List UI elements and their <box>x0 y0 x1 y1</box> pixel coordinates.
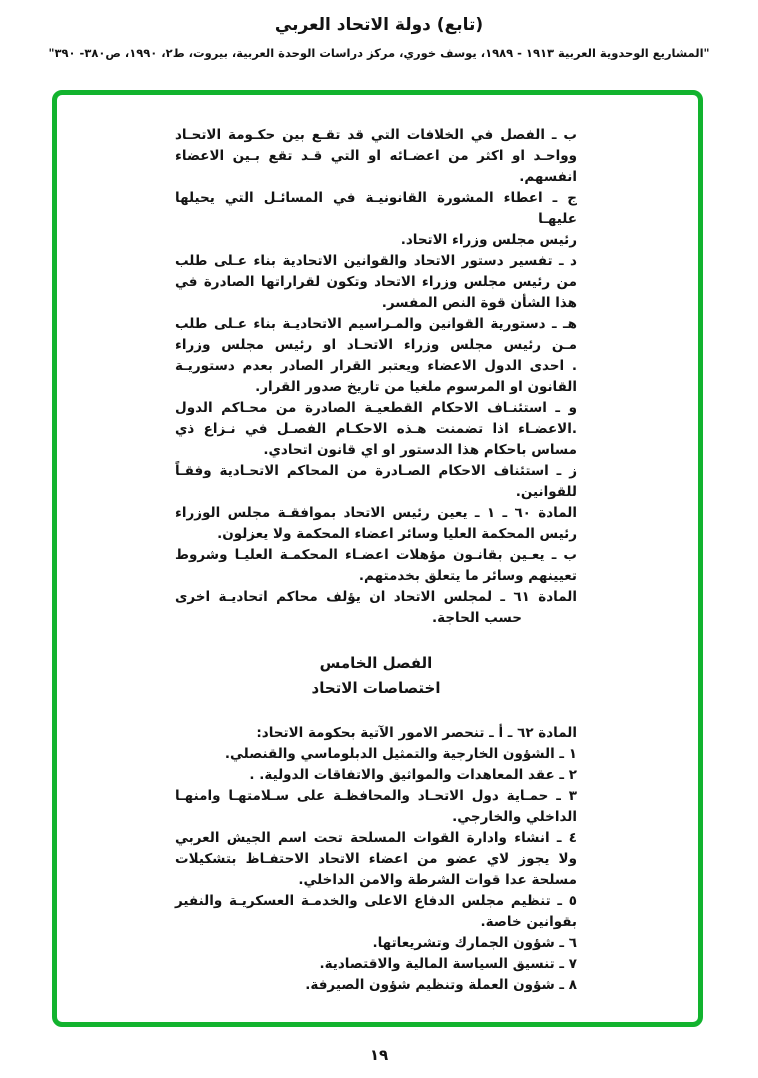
text-line: ٥ ـ تنظيم مجلس الدفاع الاعلى والخدمـة العسكريـة والنفير <box>175 893 577 909</box>
text-line: ٧ ـ تنسيق السياسة المالية والاقتصادية. <box>319 956 577 972</box>
text-line: و ـ استئنـاف الاحكام القطعيـة الصادرة من محـاكم الدول <box>175 400 577 416</box>
text-line: ٦ ـ شؤون الجمارك وتشريعاتها. <box>372 935 577 951</box>
text-line: مسلحة عدا قوات الشرطة والامن الداخلي. <box>298 872 577 888</box>
document-citation: "المشاريع الوحدوية العربية ١٩١٣ - ١٩٨٩، يوسف خوري، مركز دراسات الوحدة العربية، بيروت، ط٢، ١٩٩٠، ص٣٨٠- ٣٩٠" <box>48 46 710 60</box>
text-line: الداخلي والخارجي. <box>452 809 577 825</box>
section-heading: الفصل الخامس <box>319 654 433 672</box>
text-line: القانون او المرسوم ملغيا من تاريخ صدور القرار. <box>255 379 577 395</box>
body-text <box>175 125 577 996</box>
text-line: هـ ـ دستورية القوانين والمـراسيم الاتحاديـة بناء عـلى طلب <box>175 316 577 332</box>
text-line: ٨ ـ شؤون العملة وتنظيم شؤون الصيرفة. <box>305 977 577 993</box>
text-line: مـن رئيس مجلس وزراء الاتحـاد او رئيس مجلس وزراء <box>175 337 577 353</box>
text-line: المادة ٦٠ ـ ١ ـ يعين رئيس الاتحاد بموافقـة مجلس الوزراء <box>175 505 577 521</box>
text-line: مساس باحكام هذا الدستور او اي قانون اتحادي. <box>263 442 577 458</box>
text-line: ١ ـ الشؤون الخارجية والتمثيل الدبلوماسي والقنصلي. <box>224 746 577 762</box>
text-line: ب ـ يعـين بقانـون مؤهلات اعضـاء المحكمـة العليـا وشروط <box>175 547 577 563</box>
text-line: ولا يجوز لاي عضو من اعضاء الاتحاد الاحتفـاظ بتشكيلات <box>175 851 577 867</box>
section-heading: اختصاصات الاتحاد <box>311 679 441 697</box>
text-line: بقوانين خاصة. <box>480 914 577 930</box>
text-line: من رئيس مجلس وزراء الاتحاد وتكون لقراراتها الصادرة في <box>175 274 577 290</box>
text-line: المادة ٦٢ ـ أ ـ تنحصر الامور الآتية بحكومة الاتحاد: <box>256 725 577 741</box>
text-line: ب ـ الفصل في الخلافات التي قد تقـع بين حكـومة الاتحـاد <box>175 127 577 143</box>
text-line: ز ـ استئناف الاحكام الصـادرة من المحاكم الاتحـادية وفقـاً <box>175 463 577 479</box>
text-line: د ـ تفسير دستور الاتحاد والقوانين الاتحادية بناء عـلى طلب <box>175 253 577 269</box>
text-line: رئيس المحكمة العليا وسائر اعضاء المحكمة ولا يعزلون. <box>217 526 577 542</box>
document-title: (تابع) دولة الاتحاد العربي <box>274 15 484 35</box>
text-line: هذا الشأن قوة النص المفسر. <box>381 295 577 311</box>
page-number: ١٩ <box>369 1046 389 1064</box>
text-line: انفسهم. <box>519 169 577 185</box>
text-line: ج ـ اعطاء المشورة القانونيـة في المسائـل التي يحيلها عليهـا <box>175 190 577 227</box>
text-line: وواحـد او اكثر من اعضـائه او التي قـد تقع بـين الاعضاء <box>175 148 577 164</box>
text-line: ٤ ـ انشاء وادارة القوات المسلحة تحت اسم الجيش العربي <box>175 830 577 846</box>
text-line: حسب الحاجة. <box>432 610 522 626</box>
text-line: .الاعضـاء اذا تضمنت هـذه الاحكـام الفصـل في نـزاع ذي <box>175 421 577 437</box>
text-line: المادة ٦١ ـ لمجلس الاتحاد ان يؤلف محاكم اتحاديـة اخرى <box>175 589 577 605</box>
text-line: تعيينهم وسائر ما يتعلق بخدمتهم. <box>358 568 577 584</box>
text-line: رئيس مجلس وزراء الاتحاد. <box>400 232 577 248</box>
content-frame <box>52 90 703 1027</box>
text-line: ٢ ـ عقد المعاهدات والمواثيق والاتفاقات الدولية. . <box>249 767 577 783</box>
text-line: . احدى الدول الاعضاء ويعتبر القرار الصادر بعدم دستوريـة <box>175 358 577 374</box>
text-line: ٣ ـ حمـاية دول الاتحـاد والمحافظـة على سـلامتهـا وامنهـا <box>175 788 577 804</box>
text-line: للقوانين. <box>515 484 577 500</box>
